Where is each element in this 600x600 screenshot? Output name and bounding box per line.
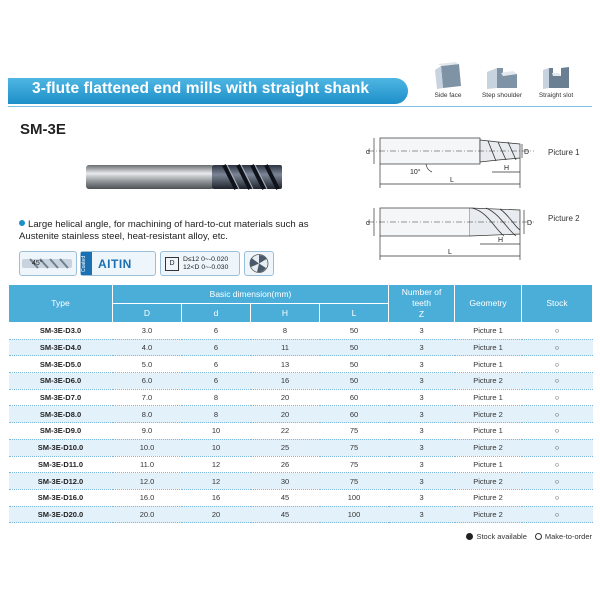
H-cell: 26 [251,456,320,473]
teeth-cell: 3 [389,439,455,456]
H-cell: 20 [251,406,320,423]
dim-d-1: d [366,149,370,156]
stock-cell: ○ [522,389,593,406]
L-cell: 75 [320,473,389,490]
geometry-cell: Picture 2 [455,373,522,390]
three-flute-icon [245,252,273,275]
operation-straight-slot [530,62,582,99]
d-cell: 12 [182,456,251,473]
L-cell: 75 [320,423,389,440]
stock-cell: ○ [522,339,593,356]
type-cell: SM-3E-D20.0 [9,506,113,523]
table-row [9,506,593,523]
dim-H-2: H [498,237,504,244]
coating-badge [80,251,156,276]
tolerance-values [183,256,228,272]
type-cell: SM-3E-D9.0 [9,423,113,440]
table-row [9,339,593,356]
stock-cell: ○ [522,473,593,490]
teeth-cell: 3 [389,323,455,340]
D-cell: 8.0 [113,406,182,423]
header-D: D [113,304,182,323]
H-cell: 11 [251,339,320,356]
stock-cell: ○ [522,489,593,506]
L-cell: 60 [320,406,389,423]
type-cell: SM-3E-D4.0 [9,339,113,356]
d-cell: 6 [182,339,251,356]
H-cell: 20 [251,389,320,406]
header-L: L [320,304,389,323]
header-teeth [389,285,455,323]
tolerance-line-1: D≤12 0~-0.020 [183,255,229,263]
helix-angle-value: 45° [32,260,43,267]
operation-label: Side face [434,92,462,99]
stock-cell: ○ [522,456,593,473]
table-row [9,389,593,406]
type-cell: SM-3E-D6.0 [9,373,113,390]
tolerance-badge [160,251,240,276]
H-cell: 30 [251,473,320,490]
L-cell: 50 [320,339,389,356]
bullet-icon [19,220,25,226]
technical-drawing [364,132,544,264]
page-title: 3-flute flattened end mills with straight shank [32,80,370,97]
geometry-cell: Picture 1 [455,423,522,440]
end-mill-photo [84,160,284,196]
geometry-cell: Picture 2 [455,406,522,423]
stock-legend [466,532,592,541]
d-cell: 10 [182,423,251,440]
L-cell: 60 [320,389,389,406]
legend-stock-available: Stock available [476,532,527,541]
D-cell: 16.0 [113,489,182,506]
L-cell: 100 [320,489,389,506]
table-row [9,356,593,373]
table-row [9,439,593,456]
coating-name: AITIN [98,256,132,271]
header-geometry: Geometry [455,285,522,323]
geometry-cell: Picture 1 [455,339,522,356]
helix-angle-label: 10° [410,169,421,176]
d-cell: 20 [182,506,251,523]
H-cell: 45 [251,489,320,506]
teeth-cell: 3 [389,489,455,506]
header-basic-dimension: Basic dimension(mm) [113,285,389,304]
d-cell: 6 [182,373,251,390]
header-stock: Stock [522,285,593,323]
d-cell: 10 [182,439,251,456]
table-row [9,489,593,506]
step-shoulder-icon [485,62,519,90]
table-row [9,473,593,490]
D-cell: 20.0 [113,506,182,523]
header-H: H [251,304,320,323]
header-teeth-line-3: Z [418,309,425,319]
D-cell: 12.0 [113,473,182,490]
H-cell: 45 [251,506,320,523]
operation-label: Straight slot [538,92,574,99]
teeth-cell: 3 [389,373,455,390]
type-cell: SM-3E-D16.0 [9,489,113,506]
D-cell: 7.0 [113,389,182,406]
straight-slot-icon [539,62,573,90]
flute-count-badge [244,251,274,276]
stock-cell: ○ [522,406,593,423]
d-cell: 6 [182,323,251,340]
teeth-cell: 3 [389,506,455,523]
dim-D-1: D [524,149,530,156]
L-cell: 50 [320,323,389,340]
D-cell: 10.0 [113,439,182,456]
H-cell: 8 [251,323,320,340]
D-cell: 4.0 [113,339,182,356]
dim-D-2: D [527,220,533,227]
type-cell: SM-3E-D11.0 [9,456,113,473]
geometry-cell: Picture 1 [455,456,522,473]
geometry-cell: Picture 2 [455,489,522,506]
d-cell: 8 [182,406,251,423]
model-name: SM-3E [20,121,66,138]
L-cell: 75 [320,439,389,456]
banner-divider [8,106,592,107]
type-cell: SM-3E-D3.0 [9,323,113,340]
spec-table [8,284,593,523]
type-cell: SM-3E-D10.0 [9,439,113,456]
dim-L-2: L [448,249,452,256]
dim-L-1: L [450,177,454,184]
d-cell: 6 [182,356,251,373]
D-cell: 11.0 [113,456,182,473]
operation-step-shoulder [476,62,528,99]
stock-cell: ○ [522,356,593,373]
H-cell: 22 [251,423,320,440]
header-type: Type [9,285,113,323]
type-cell: SM-3E-D7.0 [9,389,113,406]
type-cell: SM-3E-D8.0 [9,406,113,423]
header-d: d [182,304,251,323]
table-row [9,373,593,390]
header-teeth-line-1: Number of [401,287,442,297]
teeth-cell: 3 [389,339,455,356]
spec-table-body [9,323,593,523]
d-cell: 12 [182,473,251,490]
L-cell: 50 [320,356,389,373]
dim-d-2: d [366,220,370,227]
geometry-cell: Picture 1 [455,356,522,373]
description-text: Large helical angle, for machining of hard-to-cut materials such as Austenite stainless steel, heat-resistant alloy, etc. [19,219,309,242]
stock-cell: ○ [522,506,593,523]
operation-side-face [422,62,474,99]
d-cell: 16 [182,489,251,506]
D-cell: 6.0 [113,373,182,390]
geometry-cell: Picture 2 [455,439,522,456]
H-cell: 16 [251,373,320,390]
d-cell: 8 [182,389,251,406]
legend-make-to-order: Make-to-order [544,532,592,541]
type-cell: SM-3E-D12.0 [9,473,113,490]
geometry-cell: Picture 1 [455,323,522,340]
stock-available-icon [466,533,473,540]
teeth-cell: 3 [389,406,455,423]
operation-label: Step shoulder [481,92,523,99]
stock-cell: ○ [522,423,593,440]
teeth-cell: 3 [389,356,455,373]
H-cell: 25 [251,439,320,456]
L-cell: 50 [320,373,389,390]
table-row [9,456,593,473]
diameter-icon: D [165,257,179,271]
teeth-cell: 3 [389,456,455,473]
picture-2-label: Picture 2 [548,214,580,223]
geometry-cell: Picture 2 [455,506,522,523]
side-face-icon [431,62,465,90]
table-row [9,406,593,423]
L-cell: 75 [320,456,389,473]
D-cell: 3.0 [113,323,182,340]
stock-cell: ○ [522,439,593,456]
stock-cell: ○ [522,323,593,340]
header-teeth-line-2: teeth [412,298,431,308]
geometry-cell: Picture 1 [455,389,522,406]
picture-1-label: Picture 1 [548,148,580,157]
D-cell: 9.0 [113,423,182,440]
description [19,219,349,243]
teeth-cell: 3 [389,389,455,406]
helix-angle-icon [20,252,76,275]
helix-angle-badge [19,251,77,276]
dim-H-1: H [504,165,510,172]
teeth-cell: 3 [389,423,455,440]
teeth-cell: 3 [389,473,455,490]
tolerance-line-2: 12<D 0~-0.030 [183,263,229,271]
geometry-cell: Picture 2 [455,473,522,490]
table-row [9,423,593,440]
D-cell: 5.0 [113,356,182,373]
stock-cell: ○ [522,373,593,390]
H-cell: 13 [251,356,320,373]
coated-tag: Coated [81,252,92,275]
type-cell: SM-3E-D5.0 [9,356,113,373]
make-to-order-icon [535,533,542,540]
table-row [9,323,593,340]
L-cell: 100 [320,506,389,523]
